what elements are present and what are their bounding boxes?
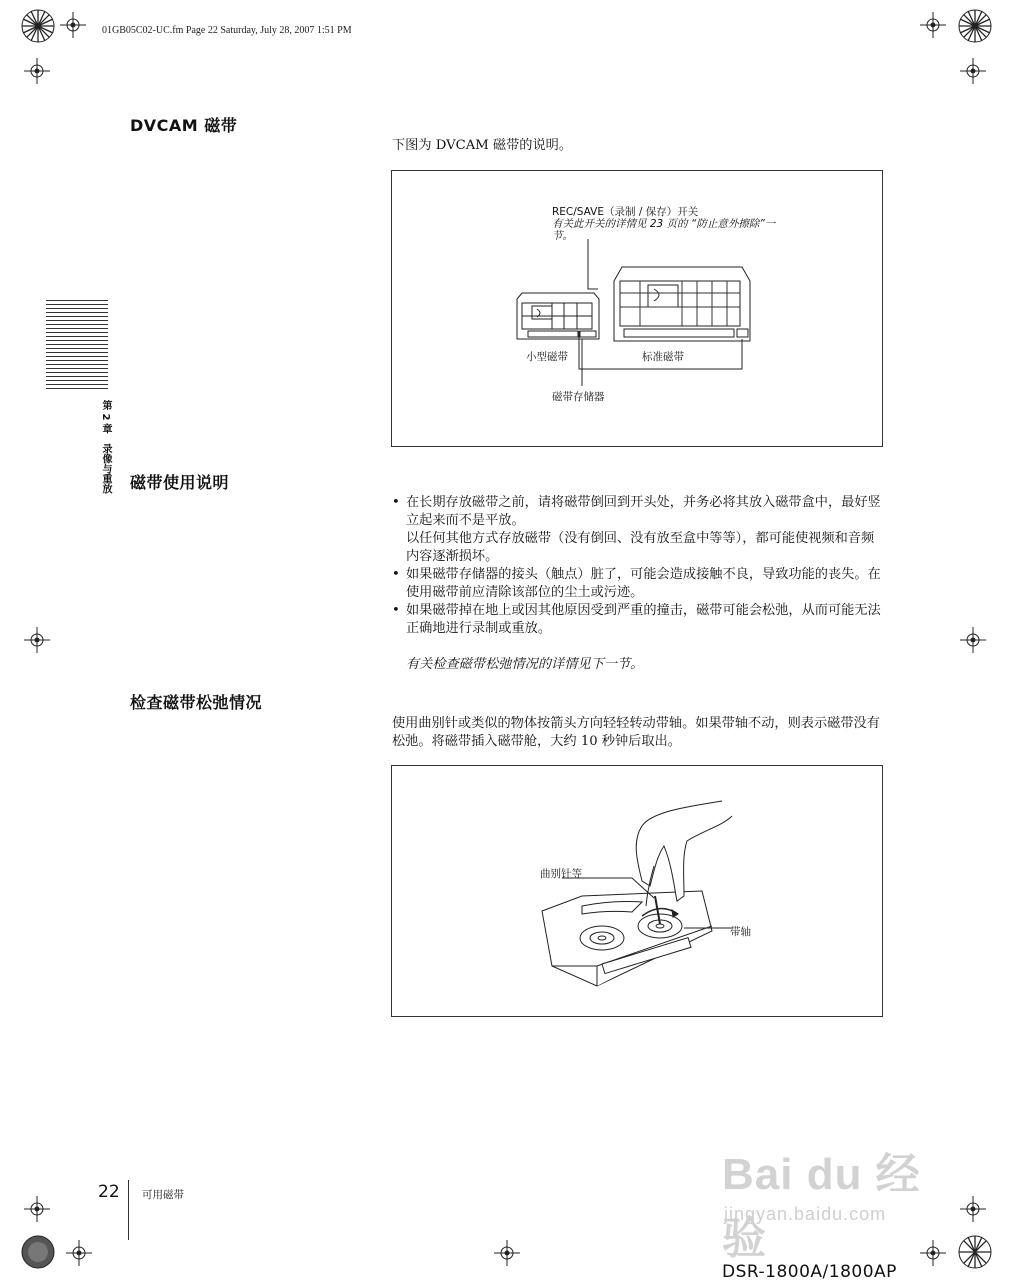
slack-text: 使用曲别针或类似的物体按箭头方向轻轻转动带轴。如果带轴不动，则表示磁带没有松弛。将磁带插入磁带舱，大约 10 秒钟后取出。	[392, 716, 880, 749]
usage-bullet-1-extra: 以任何其他方式存放磁带（没有倒回、没有放至盒中等等），都可能使视频和音频内容逐渐损坏。	[406, 531, 875, 564]
standard-tape-label: 标准磁带	[642, 351, 684, 363]
small-tape-label: 小型磁带	[526, 351, 568, 363]
usage-bullet-list	[392, 494, 884, 638]
footer-section-label: 可用磁带	[142, 1189, 184, 1201]
model-number: DSR-1800A/1800AP	[722, 1262, 897, 1282]
crosshair-mark-bottom-left-2	[66, 1240, 92, 1270]
crosshair-mark-top-center-left	[60, 12, 86, 42]
crosshair-mark-top-center-right	[920, 12, 946, 42]
usage-notes	[392, 494, 884, 674]
registration-mark-bottom-left	[20, 1234, 56, 1270]
rec-save-note-line1: 有关此开关的详情见 23 页的 “防止意外擦除”一	[552, 218, 776, 230]
usage-bullet-3: • 如果磁带掉在地上或因其他原因受到严重的撞击，磁带可能会松弛，从而可能无法正确地进行录制或重放。	[392, 602, 884, 638]
page-number: 22	[98, 1182, 120, 1202]
crosshair-mark-mid-left	[24, 627, 50, 657]
watermark-main: Bai du 经验	[722, 1150, 921, 1263]
crosshair-mark-mid-right	[960, 627, 986, 657]
section-heading-usage: 磁带使用说明	[130, 473, 230, 492]
registration-mark-bottom-right	[957, 1234, 993, 1270]
crosshair-mark-bottom-center	[494, 1240, 520, 1270]
usage-bullet-1	[392, 494, 884, 566]
section-heading-dvcam: DVCAM 磁带	[130, 116, 238, 135]
crosshair-mark-top-right	[960, 58, 986, 88]
see-next-note: 有关检查磁带松弛情况的详情见下一节。	[406, 657, 644, 672]
crosshair-mark-top-left	[24, 58, 50, 88]
pin-label: 曲别针等	[540, 868, 582, 880]
dvcam-figure	[391, 170, 883, 447]
usage-bullet-2: • 如果磁带存储器的接头（触点）脏了，可能会造成接触不良，导致功能的丧失。在使用磁带前应清除该部位的尘土或污迹。	[392, 566, 884, 602]
crosshair-mark-bottom-right	[960, 1196, 986, 1226]
slack-figure	[391, 765, 883, 1017]
registration-mark-top-right	[957, 8, 993, 44]
reel-label: 带轴	[730, 926, 751, 938]
rec-save-label: REC/SAVE（录制 / 保存）开关	[552, 206, 699, 218]
baidu-watermark	[712, 1120, 962, 1263]
print-info-header: 01GB05C02-UC.fm Page 22 Saturday, July 28, 2007 1:51 PM	[102, 25, 352, 36]
chapter-label: 第 2 章 录像与重放	[100, 400, 111, 494]
memory-label: 磁带存储器	[552, 391, 605, 403]
usage-bullet-1-text: 在长期存放磁带之前，请将磁带倒回到开头处，并务必将其放入磁带盒中，最好竖立起来而不是平放。	[406, 495, 881, 528]
crosshair-mark-bottom-left	[24, 1196, 50, 1226]
chapter-tab-stripe	[46, 300, 108, 392]
registration-mark-top-left	[20, 8, 56, 44]
hand-cassette-illustration	[392, 766, 882, 1016]
rec-save-note-line2: 节。	[552, 230, 573, 242]
section-heading-slack: 检查磁带松弛情况	[130, 693, 263, 712]
watermark-url: jingyan.baidu.com	[724, 1204, 887, 1224]
dvcam-intro: 下图为 DVCAM 磁带的说明。	[392, 138, 573, 153]
footer-divider	[128, 1180, 129, 1240]
